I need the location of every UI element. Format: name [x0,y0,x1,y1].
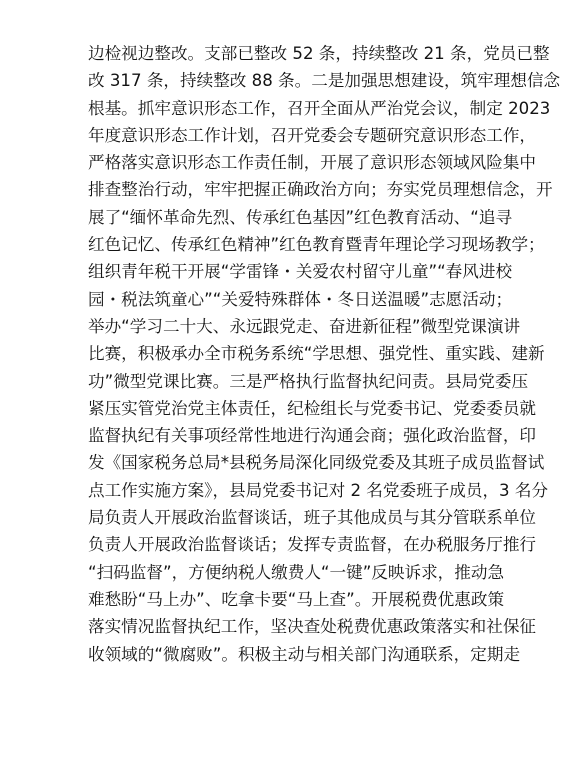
text-line: 功”微型党课比赛。三是严格执行监督执纪问责。县局党委压 [88,371,529,391]
text-line: 根基。抓牢意识形态工作，召开全面从严治党会议，制定 2023 [88,98,551,118]
text-line: 组织青年税干开展“学雷锋・关爱农村留守儿童”“春风进校 [88,262,513,282]
text-line: 严格落实意识形态工作责任制，开展了意识形态领域风险集中 [88,153,537,173]
text-line: 落实情况监督执纪工作，坚决查处税费优惠政策落实和社保征 [88,617,537,637]
text-line: 发《国家税务总局*县税务局深化同级党委及其班子成员监督试 [88,453,545,473]
text-line: 紧压实管党治党主体责任，纪检组长与党委书记、党委委员就 [88,398,537,418]
text-line: 收领域的“微腐败”。积极主动与相关部门沟通联系，定期走 [88,644,521,664]
body-paragraph [88,40,561,668]
text-line: 比赛，积极承办全市税务系统“学思想、强党性、重实践、建新 [88,344,545,364]
text-line: 排查整治行动，牢牢把握正确政治方向；夯实党员理想信念，开 [88,180,553,200]
text-line: 园・税法筑童心”“关爱特殊群体・冬日送温暖”志愿活动； [88,289,513,309]
text-line: 红色记忆、传承红色精神”红色教育暨青年理论学习现场教学； [88,235,545,255]
text-line: 点工作实施方案》，县局党委书记对 2 名党委班子成员，3 名分 [88,480,549,500]
text-line: 负责人开展政治监督谈话；发挥专责监督，在办税服务厅推行 [88,535,537,555]
text-line: 边检视边整改。支部已整改 52 条，持续整改 21 条，党员已整 [88,44,550,63]
text-line: 监督执纪有关事项经常性地进行沟通会商；强化政治监督，印 [88,426,537,446]
text-line: 难愁盼“马上办”、吃拿卡要“马上查”。开展税费优惠政策 [88,589,505,609]
text-line: 展了“缅怀革命先烈、传承红色基因”红色教育活动、“追寻 [88,207,513,227]
text-line: 改 317 条，持续整改 88 条。二是加强思想建设，筑牢理想信念 [88,71,561,91]
text-line: “扫码监督”，方便纳税人缴费人“一键”反映诉求，推动急 [88,562,505,582]
text-line: 年度意识形态工作计划，召开党委会专题研究意识形态工作， [88,125,537,145]
text-line: 举办“学习二十大、永远跟党走、奋进新征程”微型党课演讲 [88,316,521,336]
text-line: 局负责人开展政治监督谈话，班子其他成员与其分管联系单位 [88,508,537,528]
